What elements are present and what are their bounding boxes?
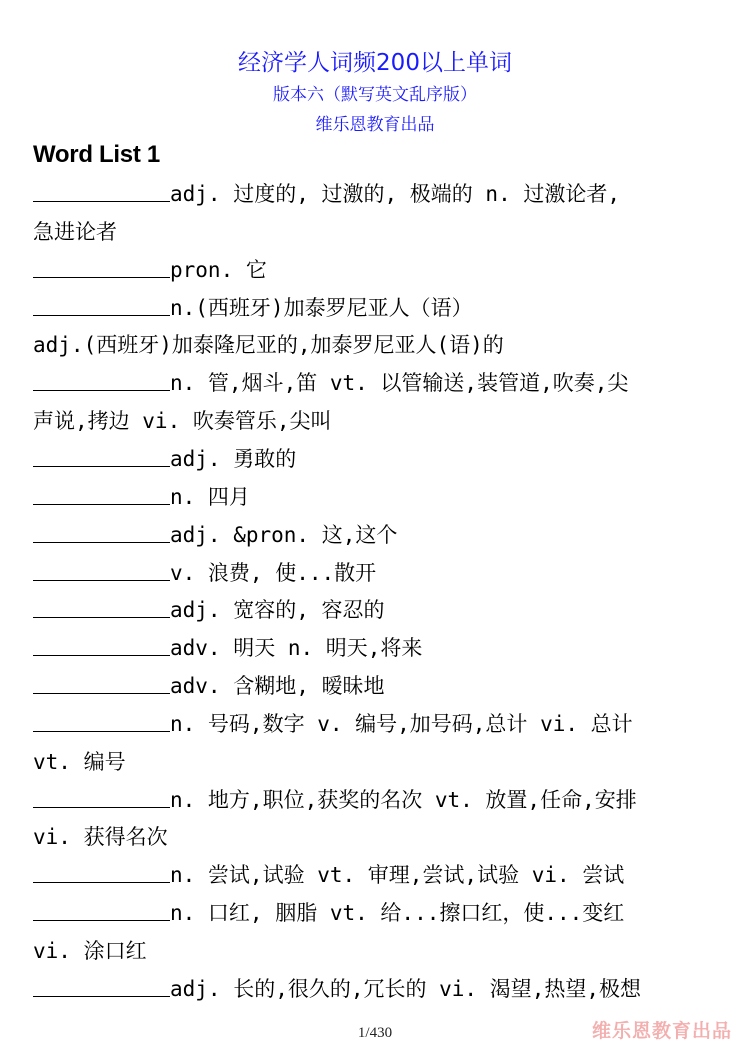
fill-in-blank (33, 976, 170, 997)
definition-text: n. 号码,数字 v. 编号,加号码,总计 vi. 总计 (170, 712, 633, 736)
vocab-entry (33, 295, 473, 321)
definition-text: n. 地方,职位,获奖的名次 vt. 放置,任命,安排 (170, 788, 637, 812)
document-subtitle: 版本六（默写英文乱序版） (273, 85, 477, 105)
fill-in-blank (33, 673, 170, 694)
definition-text: vt. 编号 (33, 750, 126, 774)
vocab-entry (33, 862, 624, 888)
vocab-entry (33, 635, 422, 661)
vocab-entry (33, 900, 624, 926)
definition-text: adj. 长的,很久的,冗长的 vi. 渴望,热望,极想 (170, 977, 642, 1001)
fill-in-blank (33, 560, 170, 581)
vocab-entry (33, 522, 397, 548)
document-title: 经济学人词频200以上单词 (238, 50, 512, 76)
vocab-entry-continuation (33, 824, 168, 850)
fill-in-blank (33, 446, 170, 467)
fill-in-blank (33, 370, 170, 391)
publisher-watermark: 维乐恩教育出品 (591, 1020, 732, 1042)
definition-text: n.(西班牙)加泰罗尼亚人（语） (170, 296, 473, 320)
definition-text: n. 尝试,试验 vt. 审理,尝试,试验 vi. 尝试 (170, 863, 625, 887)
vocab-entry-continuation (33, 332, 504, 358)
fill-in-blank (33, 711, 170, 732)
vocab-entry (33, 597, 385, 623)
word-list-heading: Word List 1 (33, 141, 160, 168)
vocab-entry (33, 560, 376, 586)
definition-text: adv. 明天 n. 明天,将来 (170, 636, 423, 660)
fill-in-blank (33, 257, 170, 278)
definition-text: vi. 获得名次 (33, 825, 168, 849)
definition-text: adv. 含糊地, 暧昧地 (170, 674, 385, 698)
vocab-entry (33, 446, 296, 472)
fill-in-blank (33, 597, 170, 618)
vocab-entry (33, 711, 633, 737)
vocab-entry (33, 257, 267, 283)
fill-in-blank (33, 295, 170, 316)
definition-text: 声说,拷边 vi. 吹奏管乐,尖叫 (33, 409, 332, 433)
fill-in-blank (33, 181, 170, 202)
vocab-entry (33, 787, 637, 813)
fill-in-blank (33, 787, 170, 808)
vocab-entry (33, 370, 628, 396)
fill-in-blank (33, 484, 170, 505)
fill-in-blank (33, 900, 170, 921)
definition-text: adj. &pron. 这,这个 (170, 523, 398, 547)
vocab-entry-continuation (33, 408, 332, 434)
definition-text: pron. 它 (170, 258, 267, 282)
definition-text: vi. 涂口红 (33, 939, 147, 963)
vocab-entry (33, 181, 620, 207)
vocab-entry (33, 484, 250, 510)
fill-in-blank (33, 862, 170, 883)
definition-text: n. 管,烟斗,笛 vt. 以管输送,装管道,吹奏,尖 (170, 371, 629, 395)
definition-text: adj. 过度的, 过激的, 极端的 n. 过激论者, (170, 182, 621, 206)
vocab-entry-continuation (33, 219, 117, 245)
publisher-line: 维乐恩教育出品 (315, 115, 435, 135)
fill-in-blank (33, 635, 170, 656)
vocab-entry (33, 976, 641, 1002)
definition-text: adj.(西班牙)加泰隆尼亚的,加泰罗尼亚人(语)的 (33, 333, 504, 357)
fill-in-blank (33, 522, 170, 543)
definition-text: adj. 宽容的, 容忍的 (170, 598, 385, 622)
definition-text: n. 口红, 胭脂 vt. 给...擦口红，使...变红 (170, 901, 625, 925)
vocab-entry-continuation (33, 938, 147, 964)
definition-text: v. 浪费, 使...散开 (170, 561, 377, 585)
page-number: 1/430 (357, 1025, 393, 1041)
definition-text: n. 四月 (170, 485, 250, 509)
definition-text: adj. 勇敢的 (170, 447, 297, 471)
vocab-entry (33, 673, 385, 699)
definition-text: 急进论者 (33, 220, 117, 244)
vocab-entry-continuation (33, 749, 126, 775)
